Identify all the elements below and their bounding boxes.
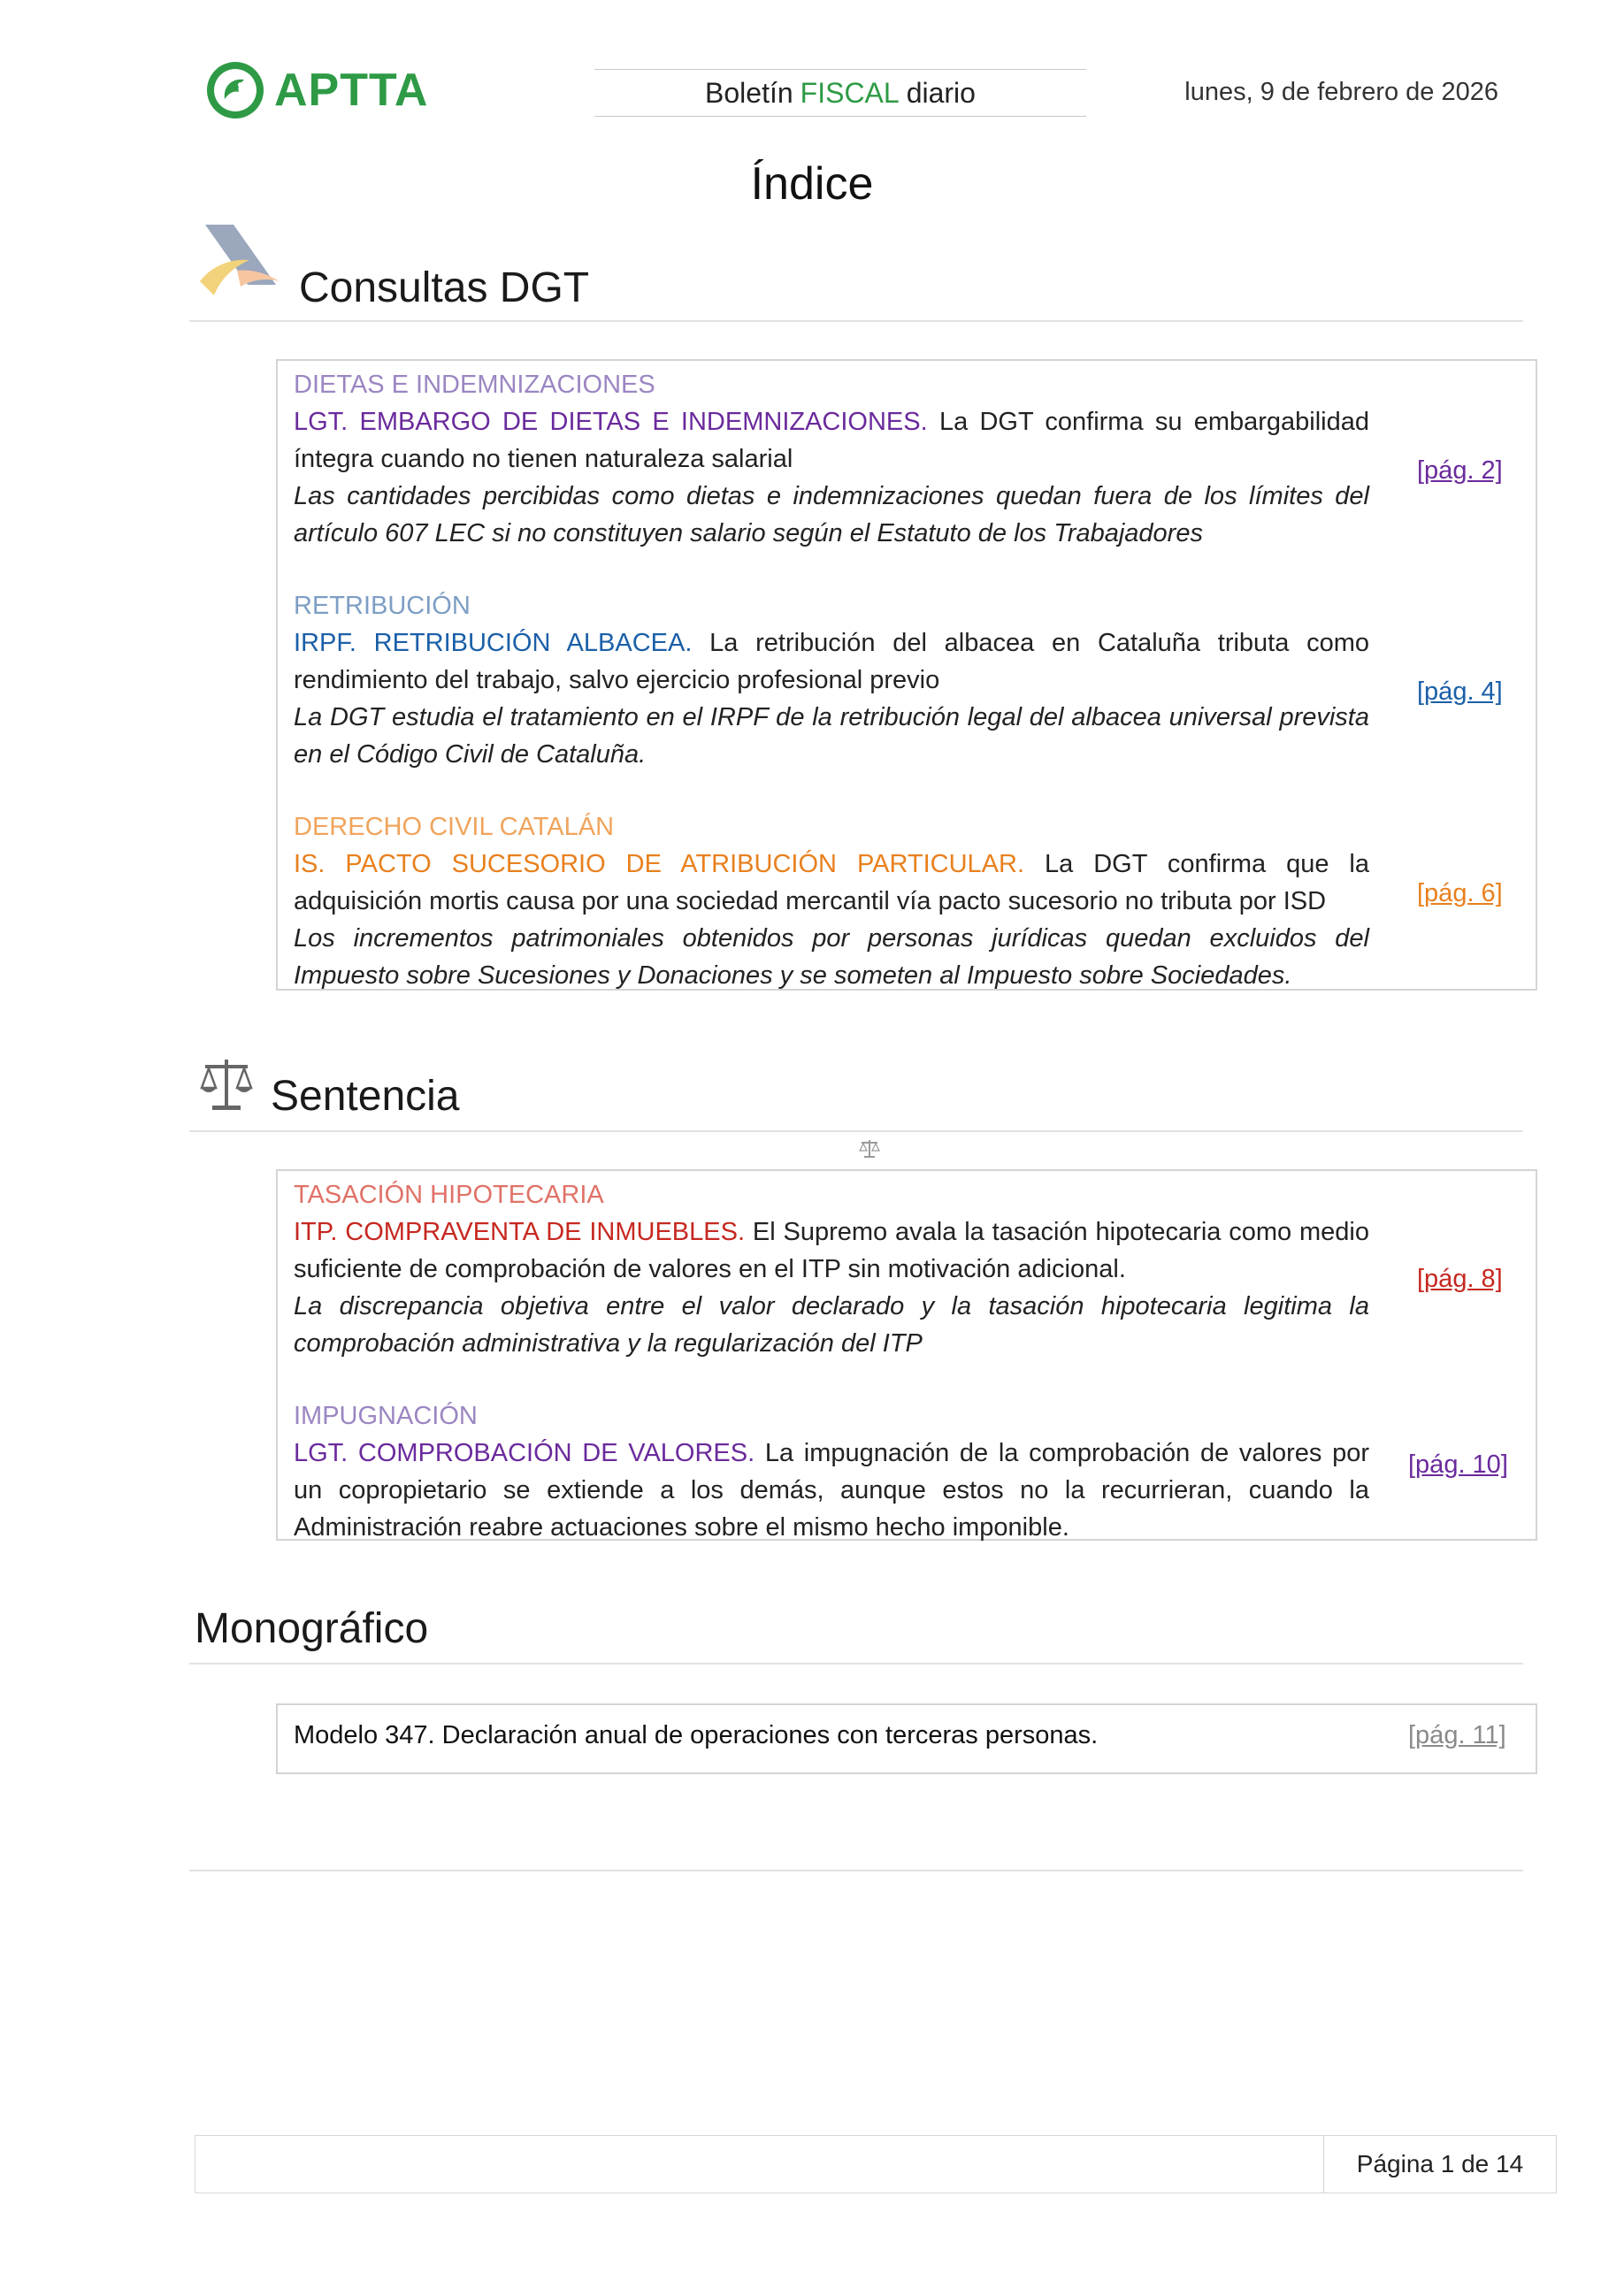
- section-divider: [189, 1870, 1523, 1871]
- index-title: Índice: [750, 158, 874, 210]
- dgt-index-box: [276, 359, 1537, 991]
- page-link-8[interactable]: [pág. 8]: [1417, 1265, 1503, 1293]
- entry-lead: IRPF. RETRIBUCIÓN ALBACEA.: [294, 629, 693, 657]
- entry-category: RETRIBUCIÓN: [294, 592, 471, 620]
- bulletin-date: lunes, 9 de febrero de 2026: [1184, 78, 1498, 106]
- aptta-logo-text: APTTA: [274, 65, 429, 116]
- index-entry: [294, 366, 1369, 552]
- index-entry: [294, 1176, 1369, 1362]
- bulletin-prefix: Boletín: [705, 76, 793, 109]
- bulletin-title: [594, 69, 1086, 117]
- entry-text: La DGT confirma su embargabilidad íntegra cuando no tienen naturaleza salarial: [294, 408, 1369, 473]
- entry-text: La DGT confirma que la adquisición mortis causa por una sociedad mercantil vía pacto sucesorio no tributa por ISD: [294, 850, 1370, 915]
- entry-text: La impugnación de la comprobación de valores por un copropietario se extiende a los demás, aunque estos no la recurrieran, cuando la Administración reabre actuaciones sobre el mismo hecho imponible.: [294, 1439, 1369, 1542]
- section-divider: [189, 320, 1523, 322]
- page-link-10[interactable]: [pág. 10]: [1408, 1450, 1508, 1479]
- page-link-2[interactable]: [pág. 2]: [1417, 456, 1503, 485]
- scales-icon: [198, 1056, 255, 1114]
- entry-lead: IS. PACTO SUCESORIO DE ATRIBUCIÓN PARTICULAR.: [294, 850, 1025, 878]
- page-link-11[interactable]: [pág. 11]: [1408, 1721, 1506, 1749]
- entry-lead: LGT. EMBARGO DE DIETAS E INDEMNIZACIONES.: [294, 408, 928, 436]
- bulletin-suffix: diario: [906, 76, 976, 109]
- aptta-logo: [205, 60, 428, 120]
- entry-category: IMPUGNACIÓN: [294, 1402, 478, 1430]
- bulletin-fiscal: FISCAL: [800, 76, 900, 109]
- section-title-monografico: Monográfico: [195, 1605, 429, 1652]
- section-divider: [189, 1130, 1523, 1132]
- sentencia-index-box: [276, 1169, 1537, 1541]
- entry-category: TASACIÓN HIPOTECARIA: [294, 1181, 604, 1209]
- entry-text: La retribución del albacea en Cataluña tributa como rendimiento del trabajo, salvo ejercicio profesional previo: [294, 629, 1370, 694]
- entry-text: El Supremo avala la tasación hipotecaria como medio suficiente de comprobación de valores en el ITP sin motivación adicional.: [294, 1218, 1369, 1283]
- entry-category: DERECHO CIVIL CATALÁN: [294, 813, 615, 841]
- scales-small-icon: [858, 1137, 881, 1160]
- index-entry: [294, 808, 1369, 994]
- section-title-sentencia: Sentencia: [271, 1073, 460, 1120]
- aptta-logo-icon: [205, 60, 265, 120]
- entry-summary: La discrepancia objetiva entre el valor declarado y la tasación hipotecaria legitima la comprobación administrativa y la regularización del ITP: [294, 1292, 1369, 1358]
- entry-lead: LGT. COMPROBACIÓN DE VALORES.: [294, 1439, 755, 1467]
- entry-lead: ITP. COMPRAVENTA DE INMUEBLES.: [294, 1218, 746, 1246]
- section-title-consultas-dgt: Consultas DGT: [299, 264, 590, 311]
- footer-page-number: Página 1 de 14: [1356, 2150, 1524, 2177]
- section-divider: [189, 1663, 1523, 1665]
- entry-summary: La DGT estudia el tratamiento en el IRPF de la retribución legal del albacea universal prevista en el Código Civil de Cataluña.: [294, 703, 1369, 769]
- index-entry: [294, 1397, 1369, 1546]
- page-link-6[interactable]: [pág. 6]: [1417, 879, 1503, 907]
- entry-category: DIETAS E INDEMNIZACIONES: [294, 371, 655, 399]
- index-entry: [294, 587, 1369, 773]
- monografico-index-box: [276, 1703, 1537, 1774]
- page-link-4[interactable]: [pág. 4]: [1417, 677, 1503, 706]
- aeat-logo-icon: [195, 219, 285, 301]
- entry-summary: Los incrementos patrimoniales obtenidos por personas jurídicas quedan excluidos del Impuesto sobre Sucesiones y Donaciones y se someten al Impuesto sobre Sociedades.: [294, 924, 1369, 990]
- entry-summary: Las cantidades percibidas como dietas e indemnizaciones quedan fuera de los límites del artículo 607 LEC si no constituyen salario según el Estatuto de los Trabajadores: [294, 482, 1369, 547]
- monografico-entry: Modelo 347. Declaración anual de operaciones con terceras personas.: [294, 1721, 1099, 1749]
